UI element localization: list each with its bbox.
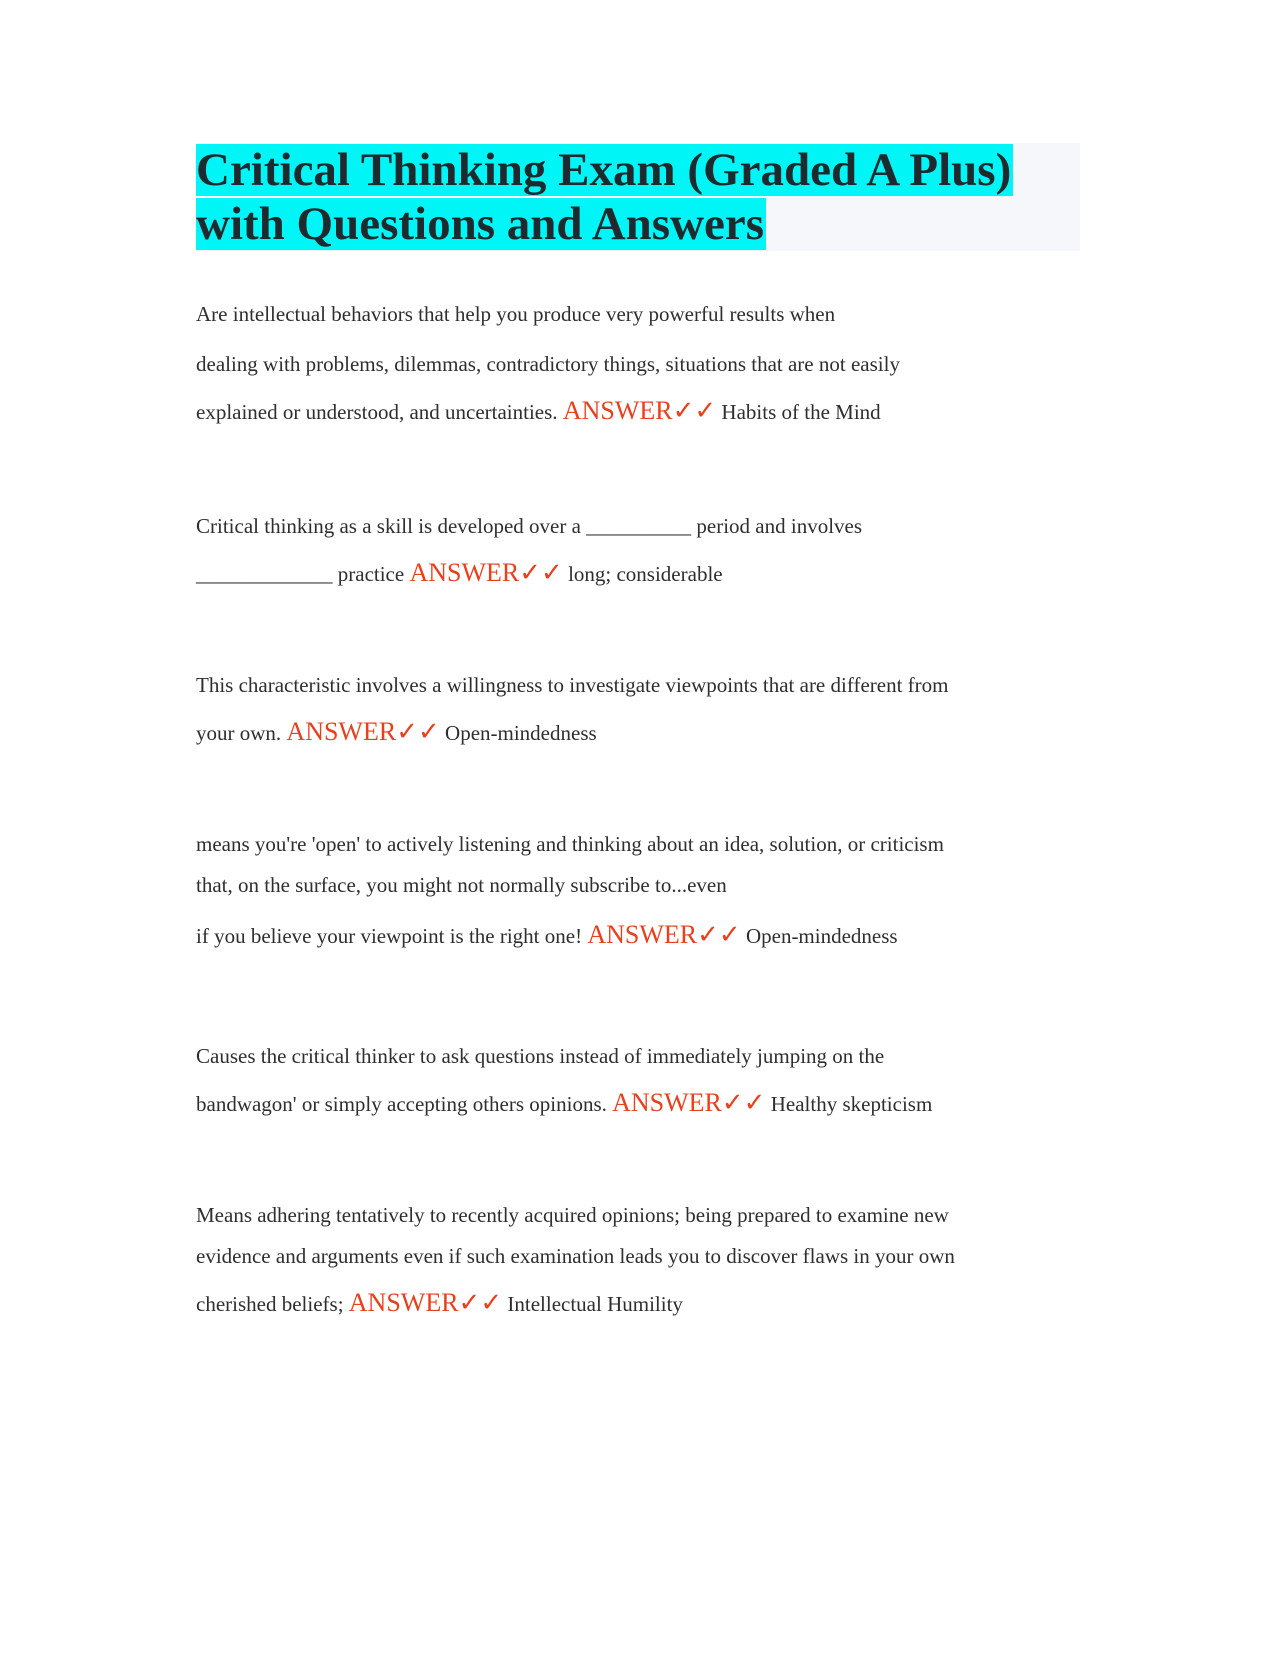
question-text: explained or understood, and uncertainties.	[196, 400, 558, 424]
title-block	[196, 143, 1080, 251]
answer-marker: ANSWER✓✓	[562, 396, 717, 425]
answer-text: Healthy skepticism	[770, 1092, 933, 1116]
answer-marker: ANSWER✓✓	[587, 920, 741, 949]
question-text: your own.	[196, 721, 282, 745]
qa-item-open-mindedness-2	[196, 830, 1076, 951]
answer-marker: ANSWER✓✓	[348, 1288, 503, 1317]
question-answer-line	[196, 717, 1076, 748]
question-line: Critical thinking as a skill is developed over a __________ period and involves	[196, 514, 863, 538]
question-line: evidence and arguments even if such examination leads you to discover flaws in your own	[196, 1244, 955, 1268]
title-line-2: with Questions and Answers	[196, 198, 765, 250]
qa-item-intellectual-humility	[196, 1201, 1076, 1319]
answer-text: Habits of the Mind	[721, 400, 881, 424]
qa-item-healthy-skepticism	[196, 1042, 1076, 1119]
answer-marker: ANSWER✓✓	[612, 1088, 766, 1117]
answer-marker: ANSWER✓✓	[409, 558, 563, 587]
answer-text: Open-mindedness	[745, 924, 898, 948]
question-line: means you're 'open' to actively listening and thinking about an idea, solution, or criticism	[196, 832, 944, 856]
answer-text: Intellectual Humility	[507, 1292, 683, 1316]
question-line: Are intellectual behaviors that help you produce very powerful results when	[196, 302, 836, 326]
question-answer-line	[196, 396, 1076, 427]
question-answer-line	[196, 920, 1076, 951]
answer-marker: ANSWER✓✓	[286, 717, 440, 746]
title-line-1: Critical Thinking Exam (Graded A Plus)	[196, 144, 1012, 196]
question-answer-line	[196, 1088, 1076, 1119]
answer-text: Open-mindedness	[445, 721, 597, 745]
qa-item-open-mindedness-1	[196, 671, 1076, 748]
question-answer-line	[196, 558, 1076, 589]
question-text: if you believe your viewpoint is the right one!	[196, 924, 583, 948]
question-text: cherished beliefs;	[196, 1292, 344, 1316]
question-text: _____________ practice	[196, 562, 405, 586]
qa-item-long-considerable	[196, 512, 1076, 589]
question-line: Means adhering tentatively to recently acquired opinions; being prepared to examine new	[196, 1203, 949, 1227]
question-line: dealing with problems, dilemmas, contradictory things, situations that are not easily	[196, 352, 900, 376]
answer-text: long; considerable	[568, 562, 723, 586]
question-answer-line	[196, 1288, 1076, 1319]
question-line: Causes the critical thinker to ask questions instead of immediately jumping on the	[196, 1044, 885, 1068]
question-line: that, on the surface, you might not normally subscribe to...even	[196, 873, 727, 897]
qa-item-habits-of-mind	[196, 300, 1076, 427]
question-line: This characteristic involves a willingness to investigate viewpoints that are different from	[196, 673, 949, 697]
question-text: bandwagon' or simply accepting others opinions.	[196, 1092, 607, 1116]
document-title	[196, 143, 1080, 251]
